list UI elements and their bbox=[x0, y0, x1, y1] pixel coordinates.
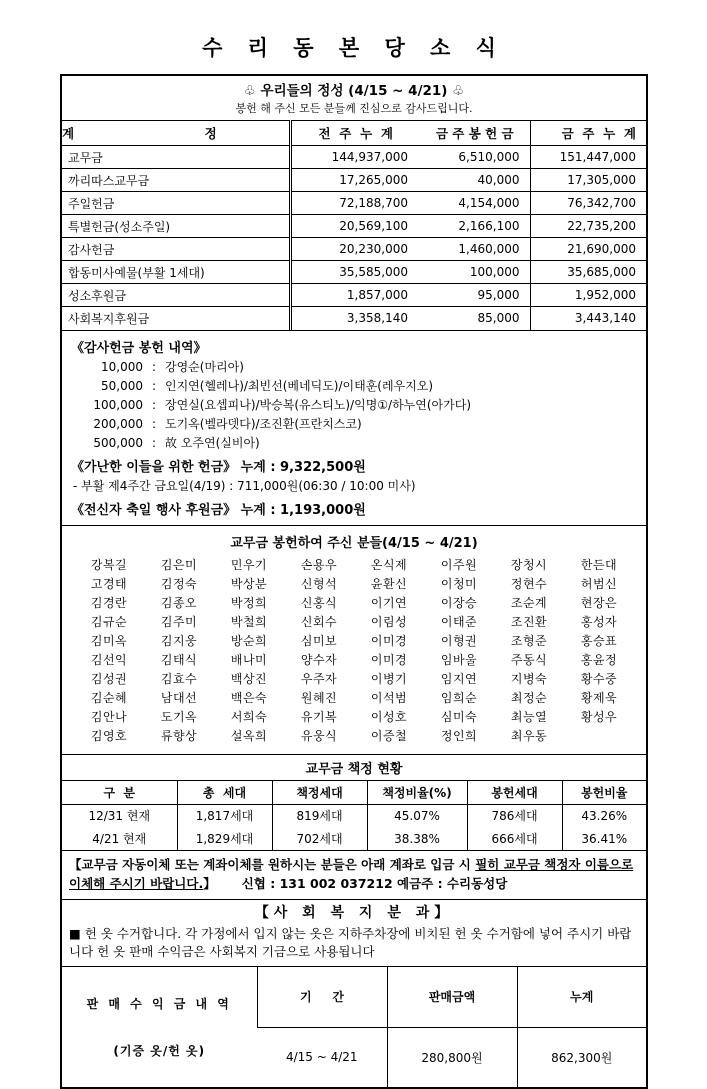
offering-table bbox=[62, 120, 646, 330]
poor-fund-summary: 《가난한 이들을 위한 헌금》 누계 : 9,322,500원 bbox=[71, 459, 366, 475]
thanks-colon: : bbox=[151, 416, 157, 431]
thanks-amount: 10,000 bbox=[101, 359, 143, 374]
poor-fund-note: - 부활 제4주간 금요일(4/19) : 711,000원(06:30 / 10:00 미사) bbox=[73, 478, 416, 493]
page-title: 수 리 동 본 당 소 식 bbox=[202, 36, 505, 60]
thanks-names: 인지연(헬레나)/최빈선(베네딕도)/이태훈(레우지오) bbox=[165, 378, 434, 393]
week-offering: 6,510,000 bbox=[420, 146, 530, 169]
donor-name: 김종오 bbox=[160, 595, 198, 610]
prev-cumulative: 35,585,000 bbox=[290, 261, 420, 284]
offering-row bbox=[62, 192, 646, 215]
donor-name: 허범신 bbox=[580, 576, 618, 591]
festival-fund-summary: 《전신자 축일 행사 후원금》 누계 : 1,193,000원 bbox=[71, 502, 366, 518]
prev-cumulative: 17,265,000 bbox=[290, 169, 420, 192]
thanks-detail-title: 《감사헌금 봉헌 내역》 bbox=[71, 340, 207, 356]
total-households: 1,817세대 bbox=[177, 804, 272, 827]
offering-header bbox=[62, 76, 646, 120]
week-cumulative: 22,735,200 bbox=[530, 215, 646, 238]
donor-name: 장청시 bbox=[510, 557, 548, 572]
offering-title: ♧ 우리들의 정성 (4/15 ~ 4/21) ♧ bbox=[243, 83, 465, 99]
group-label: 4/21 현재 bbox=[92, 832, 147, 846]
col-header-prev-total: 전 주 누 계 bbox=[290, 121, 420, 146]
sales-section bbox=[62, 966, 646, 1087]
thanks-amount: 200,000 bbox=[93, 416, 143, 431]
thanks-colon: : bbox=[151, 378, 157, 393]
thanks-amount: 500,000 bbox=[93, 435, 143, 450]
donor-name: 이태준 bbox=[440, 614, 478, 629]
donor-name: 심미숙 bbox=[440, 709, 478, 724]
donor-name: 이석범 bbox=[370, 690, 408, 705]
assessment-title: 교무금 책정 현황 bbox=[305, 761, 403, 777]
account-name: 사회복지후원금 bbox=[62, 307, 290, 330]
donor-name: 이림성 bbox=[370, 614, 408, 629]
thanks-colon: : bbox=[151, 397, 157, 412]
donor-name: 홍승표 bbox=[580, 633, 618, 648]
donor-name: 신형석 bbox=[300, 576, 338, 591]
thanks-amount: 100,000 bbox=[93, 397, 143, 412]
sales-period: 4/15 ~ 4/21 bbox=[257, 1027, 387, 1087]
thanks-item bbox=[71, 435, 637, 451]
week-offering: 1,460,000 bbox=[420, 238, 530, 261]
week-offering: 4,154,000 bbox=[420, 192, 530, 215]
donor-name: 온식제 bbox=[370, 557, 408, 572]
assessment-row bbox=[62, 827, 646, 850]
donor-name: 우주자 bbox=[300, 671, 338, 686]
prev-cumulative: 3,358,140 bbox=[290, 307, 420, 330]
donor-name: 백상진 bbox=[230, 671, 268, 686]
donor-name: 도기옥 bbox=[160, 709, 198, 724]
col-header-week-total: 금 주 누 계 bbox=[530, 121, 646, 146]
donor-name: 손용우 bbox=[300, 557, 338, 572]
week-cumulative: 3,443,140 bbox=[530, 307, 646, 330]
offering-row bbox=[62, 146, 646, 169]
donor-name: 조순계 bbox=[510, 595, 548, 610]
donor-name: 정인희 bbox=[440, 728, 478, 743]
donor-name: 정현수 bbox=[510, 576, 548, 591]
thanks-names: 故 오주연(실비아) bbox=[165, 435, 260, 450]
group-label: 12/31 현재 bbox=[88, 809, 151, 824]
donor-name: 조진환 bbox=[510, 614, 548, 629]
prev-cumulative: 1,857,000 bbox=[290, 284, 420, 307]
donor-name: 주동식 bbox=[510, 652, 548, 667]
account-name: 특별헌금(성소주일) bbox=[62, 215, 290, 238]
account-name: 교무금 bbox=[62, 146, 290, 169]
week-cumulative: 35,685,000 bbox=[530, 261, 646, 284]
transfer-notice bbox=[62, 850, 646, 899]
donor-name: 배나미 bbox=[230, 652, 268, 667]
donor-name: 김주미 bbox=[160, 614, 198, 629]
col-group: 구 분 bbox=[62, 780, 177, 804]
donor-name: 김경란 bbox=[90, 595, 128, 610]
donor-name: 임바울 bbox=[440, 652, 478, 667]
offering-row bbox=[62, 238, 646, 261]
week-offering: 2,166,100 bbox=[420, 215, 530, 238]
welfare-section bbox=[62, 899, 646, 966]
donor-name: 방순희 bbox=[230, 633, 268, 648]
week-offering: 95,000 bbox=[420, 284, 530, 307]
thanks-detail-section bbox=[62, 330, 646, 525]
assessment-table bbox=[62, 780, 646, 851]
donor-name: 김효수 bbox=[160, 671, 198, 686]
donor-name: 서희숙 bbox=[230, 709, 268, 724]
donor-name: 김규순 bbox=[90, 614, 128, 629]
thanks-item bbox=[71, 359, 637, 375]
total-households: 1,829세대 bbox=[177, 827, 272, 850]
offering-row bbox=[62, 169, 646, 192]
week-cumulative: 17,305,000 bbox=[530, 169, 646, 192]
notice-underlined-text: 필히 교무금 책정자 이름으로 이체해 주시기 바랍니다. bbox=[69, 857, 634, 892]
sales-table bbox=[62, 967, 646, 1087]
offered-households: 666세대 bbox=[467, 827, 562, 850]
donor-name: 김안나 bbox=[90, 709, 128, 724]
donor-name: 남대선 bbox=[160, 690, 198, 705]
donor-name: 이기연 bbox=[370, 595, 408, 610]
donors-title: 교무금 봉헌하여 주신 분들(4/15 ~ 4/21) bbox=[230, 535, 478, 551]
donor-name: 류향상 bbox=[160, 728, 198, 743]
donor-name: 이형권 bbox=[440, 633, 478, 648]
week-cumulative: 151,447,000 bbox=[530, 146, 646, 169]
col-header-account: 계 정 bbox=[62, 121, 290, 146]
col-cumulative: 누계 bbox=[517, 967, 646, 1027]
offered-households: 786세대 bbox=[467, 804, 562, 827]
assessed-ratio: 38.38% bbox=[367, 827, 467, 850]
welfare-notice: ■ 헌 옷 수거합니다. 각 가정에서 입지 않는 옷은 지하주차장에 비치된 헌 옷 수거함에 넣어 주시기 바랍니다 헌 옷 판매 수익금은 사회복지 기금으로 사용됩니다 bbox=[69, 925, 632, 959]
thanks-item bbox=[71, 378, 637, 394]
donor-name: 원혜진 bbox=[300, 690, 338, 705]
prev-cumulative: 20,569,100 bbox=[290, 215, 420, 238]
donor-name: 김정숙 bbox=[160, 576, 198, 591]
donors-grid bbox=[62, 555, 646, 746]
week-cumulative: 1,952,000 bbox=[530, 284, 646, 307]
bulletin-sheet bbox=[60, 74, 648, 1089]
donor-name: 김태식 bbox=[160, 652, 198, 667]
thanks-names: 강영순(마리아) bbox=[165, 359, 244, 374]
donors-section bbox=[62, 525, 646, 754]
welfare-title: 【사 회 복 지 분 과】 bbox=[254, 904, 454, 921]
donor-name: 최능열 bbox=[510, 709, 548, 724]
notice-bracket: 】 bbox=[203, 876, 216, 892]
sales-cumulative: 862,300원 bbox=[517, 1027, 646, 1087]
assessment-section bbox=[62, 754, 646, 851]
sales-amount: 280,800원 bbox=[387, 1027, 517, 1087]
donor-name: 임지연 bbox=[440, 671, 478, 686]
donor-name: 강복길 bbox=[90, 557, 128, 572]
col-offered-ratio: 봉헌비율 bbox=[562, 780, 646, 804]
donor-name: 이증철 bbox=[370, 728, 408, 743]
offered-ratio: 43.26% bbox=[562, 804, 646, 827]
donor-name: 신홍식 bbox=[300, 595, 338, 610]
donor-name: 설옥희 bbox=[230, 728, 268, 743]
notice-text: 【교무금 자동이체 또는 계좌이체를 원하시는 분들은 아래 계좌로 입금 시 bbox=[69, 857, 476, 872]
donor-name: 한든대 bbox=[580, 557, 618, 572]
thanks-colon: : bbox=[151, 435, 157, 450]
donor-name: 박정희 bbox=[230, 595, 268, 610]
donor-name: 임희순 bbox=[440, 690, 478, 705]
thanks-names: 도기옥(벨라뎃다)/조진환(프란치스코) bbox=[165, 416, 362, 431]
donor-name: 김선익 bbox=[90, 652, 128, 667]
donor-name: 홍성자 bbox=[580, 614, 618, 629]
account-name: 합동미사예물(부활 1세대) bbox=[62, 261, 290, 284]
sales-label-line1: 판 매 수 익 금 내 역 bbox=[86, 997, 232, 1011]
donor-name: 이장승 bbox=[440, 595, 478, 610]
donor-name: 백은숙 bbox=[230, 690, 268, 705]
donor-name: 이미경 bbox=[370, 633, 408, 648]
col-assessed-households: 책정세대 bbox=[272, 780, 367, 804]
col-total-households: 총 세대 bbox=[177, 780, 272, 804]
donor-name: 김영호 bbox=[90, 728, 128, 743]
donor-name: 박상분 bbox=[230, 576, 268, 591]
donor-name: 최정순 bbox=[510, 690, 548, 705]
thanks-item bbox=[71, 416, 637, 432]
donor-name: 지병숙 bbox=[510, 671, 548, 686]
donor-name: 이성호 bbox=[370, 709, 408, 724]
col-header-week-offering: 금 주 봉 헌 금 bbox=[420, 121, 530, 146]
prev-cumulative: 20,230,000 bbox=[290, 238, 420, 261]
donor-name: 유기복 bbox=[300, 709, 338, 724]
donor-name: 황제욱 bbox=[580, 690, 618, 705]
offering-header-row bbox=[62, 121, 646, 146]
donor-name: 김미옥 bbox=[90, 633, 128, 648]
donor-name: 황성우 bbox=[580, 709, 618, 724]
thanks-names: 장연실(요셉피나)/박승복(유스티노)/익명①/하누연(아가다) bbox=[165, 397, 472, 412]
donor-name: 현장은 bbox=[580, 595, 618, 610]
donor-name: 최우동 bbox=[510, 728, 548, 743]
sales-label bbox=[62, 967, 257, 1087]
donor-name: 양수자 bbox=[300, 652, 338, 667]
account-name: 성소후원금 bbox=[62, 284, 290, 307]
offering-row bbox=[62, 261, 646, 284]
assessed-ratio: 45.07% bbox=[367, 804, 467, 827]
donor-name: 김은미 bbox=[160, 557, 198, 572]
donor-name: 신회수 bbox=[300, 614, 338, 629]
account-name: 감사헌금 bbox=[62, 238, 290, 261]
assessment-header-row bbox=[62, 780, 646, 804]
donor-name: 윤환신 bbox=[370, 576, 408, 591]
prev-cumulative: 72,188,700 bbox=[290, 192, 420, 215]
offering-row bbox=[62, 284, 646, 307]
sales-label-line2: (기증 옷/헌 옷) bbox=[113, 1044, 206, 1058]
week-cumulative: 21,690,000 bbox=[530, 238, 646, 261]
week-offering: 40,000 bbox=[420, 169, 530, 192]
assessed-households: 819세대 bbox=[272, 804, 367, 827]
donor-name: 고경태 bbox=[90, 576, 128, 591]
donor-name: 민우기 bbox=[230, 557, 268, 572]
donor-name: 김지웅 bbox=[160, 633, 198, 648]
col-period: 기 간 bbox=[257, 967, 387, 1027]
donor-name: 김순혜 bbox=[90, 690, 128, 705]
bank-account: 신협 : 131 002 037212 예금주 : 수리동성당 bbox=[241, 876, 508, 892]
thanks-amount: 50,000 bbox=[101, 378, 143, 393]
offered-ratio: 36.41% bbox=[562, 827, 646, 850]
donor-name: 이주원 bbox=[440, 557, 478, 572]
donor-name: 심미보 bbox=[300, 633, 338, 648]
donor-name: 이병기 bbox=[370, 671, 408, 686]
assessed-households: 702세대 bbox=[272, 827, 367, 850]
donor-name: 이미경 bbox=[370, 652, 408, 667]
offering-subtitle: 봉헌 해 주신 모든 분들께 진심으로 감사드립니다. bbox=[235, 102, 473, 115]
thanks-colon: : bbox=[151, 359, 157, 374]
thanks-item bbox=[71, 397, 637, 413]
prev-cumulative: 144,937,000 bbox=[290, 146, 420, 169]
week-cumulative: 76,342,700 bbox=[530, 192, 646, 215]
col-sales-amount: 판매금액 bbox=[387, 967, 517, 1027]
sales-header-row bbox=[62, 967, 646, 1027]
donor-name: 황수중 bbox=[580, 671, 618, 686]
donor-name: 홍윤정 bbox=[580, 652, 618, 667]
account-name: 까리따스교무금 bbox=[62, 169, 290, 192]
donor-name: 유웅식 bbox=[300, 728, 338, 743]
week-offering: 100,000 bbox=[420, 261, 530, 284]
donor-name: 김성권 bbox=[90, 671, 128, 686]
donor-name: 박철희 bbox=[230, 614, 268, 629]
donor-name: 이청미 bbox=[440, 576, 478, 591]
offering-row bbox=[62, 307, 646, 330]
donor-name: 조형준 bbox=[510, 633, 548, 648]
col-offered-households: 봉헌세대 bbox=[467, 780, 562, 804]
offering-row bbox=[62, 215, 646, 238]
col-assessed-ratio: 책정비율(%) bbox=[367, 780, 467, 804]
assessment-row bbox=[62, 804, 646, 827]
account-name: 주일헌금 bbox=[62, 192, 290, 215]
week-offering: 85,000 bbox=[420, 307, 530, 330]
